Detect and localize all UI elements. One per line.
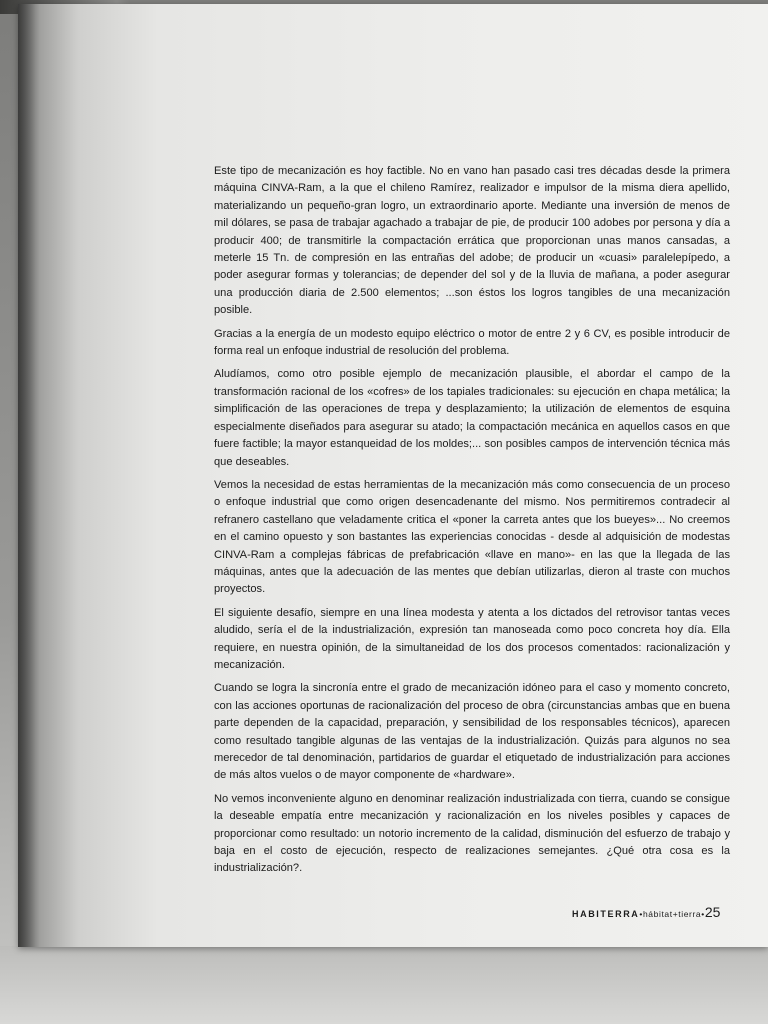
paragraph: Este tipo de mecanización es hoy factible. No en vano han pasado casi tres décadas desde la primera máquina CINVA-Ram, a la que el chileno Ramírez, realizador e impulsor de la misma diera apellido, materializando un pequeño-gran logro, un extraordinario aporte. Mediante una inversión de menos de mil dólares, se pasa de trabajar agachado a trabajar de pie, de producir 100 adobes por persona y día a producir 400; de transmitirle la compactación errática que proporcionan unas manos cansadas, a meterle 15 Tn. de compresión en las entrañas del adobe; de producir un «cuasi» paralelepípedo, a poder asegurar formas y tolerancias; de depender del sol y de la lluvia de mañana, a poder asegurar una producción diaria de 2.500 elementos; ...son éstos los logros tangibles de una mecanización posible. [214, 165, 730, 317]
page-bottom-edge [0, 946, 768, 1024]
footer-brand: HABITERRA [572, 909, 640, 919]
paragraph: Aludíamos, como otro posible ejemplo de mecanización plausible, el abordar el campo de la transformación racional de los «cofres» de los tapiales tradicionales: su ejecución en chapa metálica; la simplificación de las operaciones de trepa y desplazamiento; la utilización de elementos de esquina especialmente diseñados para asegurar su atado; la compactación mecánica en aquellos casos en que fuere factible; la mayor estanqueidad de los moldes;... son posibles campos de intervención técnica más que deseables. [214, 368, 730, 468]
paragraph: No vemos inconveniente alguno en denominar realización industrializada con tierra, cuando se consigue la deseable empatía entre mecanización y racionalización en los niveles posibles y capaces de proporcionar como resultado: un notorio incremento de la calidad, disminución del esfuerzo de trabajo y baja en el costo de ejecución, respecto de realizaciones semejantes. ¿Qué otra cosa es la industrialización?. [214, 792, 730, 875]
article-body [214, 163, 730, 884]
page-footer [572, 904, 720, 920]
paragraph: El siguiente desafío, siempre en una línea modesta y atenta a los dictados del retrovisor tantas veces aludido, sería el de la industrialización, expresión tan manoseada como poco concreta hoy día. Ella requiere, en nuestra opinión, de la simultaneidad de los dos procesos comentados: racionalización y mecanización. [214, 606, 730, 671]
page-number: 25 [704, 904, 721, 920]
binding-shadow [18, 4, 40, 947]
paragraph: Cuando se logra la sincronía entre el grado de mecanización idóneo para el caso y momento concreto, con las acciones oportunas de racionalización del proceso de obra (circunstancias ambas que en buena parte dependen de la capacidad, preparación, y sensibilidad de los responsables técnicos), aparecen como resultado tangible algunas de las ventajas de la industrialización. Quizás para algunos no sea merecedor de tal denominación, partidarios de guardar el etiquetado de industrialización para acciones de más altos vuelos o de mayor componente de «hardware». [214, 682, 730, 782]
footer-subtitle: •hábitat+tierra• [639, 909, 705, 919]
paragraph: Gracias a la energía de un modesto equipo eléctrico o motor de entre 2 y 6 CV, es posible introducir de forma real un enfoque industrial de resolución del problema. [214, 327, 730, 358]
paragraph: Vemos la necesidad de estas herramientas de la mecanización más como consecuencia de un proceso o enfoque industrial que como origen desencadenante del mismo. Nos permitiremos contradecir al refranero castellano que veladamente critica el «poner la carreta antes que los bueyes»... No creemos en el camino opuesto y son bastantes las experiencias conocidas - desde al adquisición de modestas CINVA-Ram a complejas fábricas de prefabricación «llave en mano»- en las que la llegada de las máquinas, antes que la adecuación de las mentes que debían utilizarlas, dieron al traste con muchos proyectos. [214, 478, 730, 596]
